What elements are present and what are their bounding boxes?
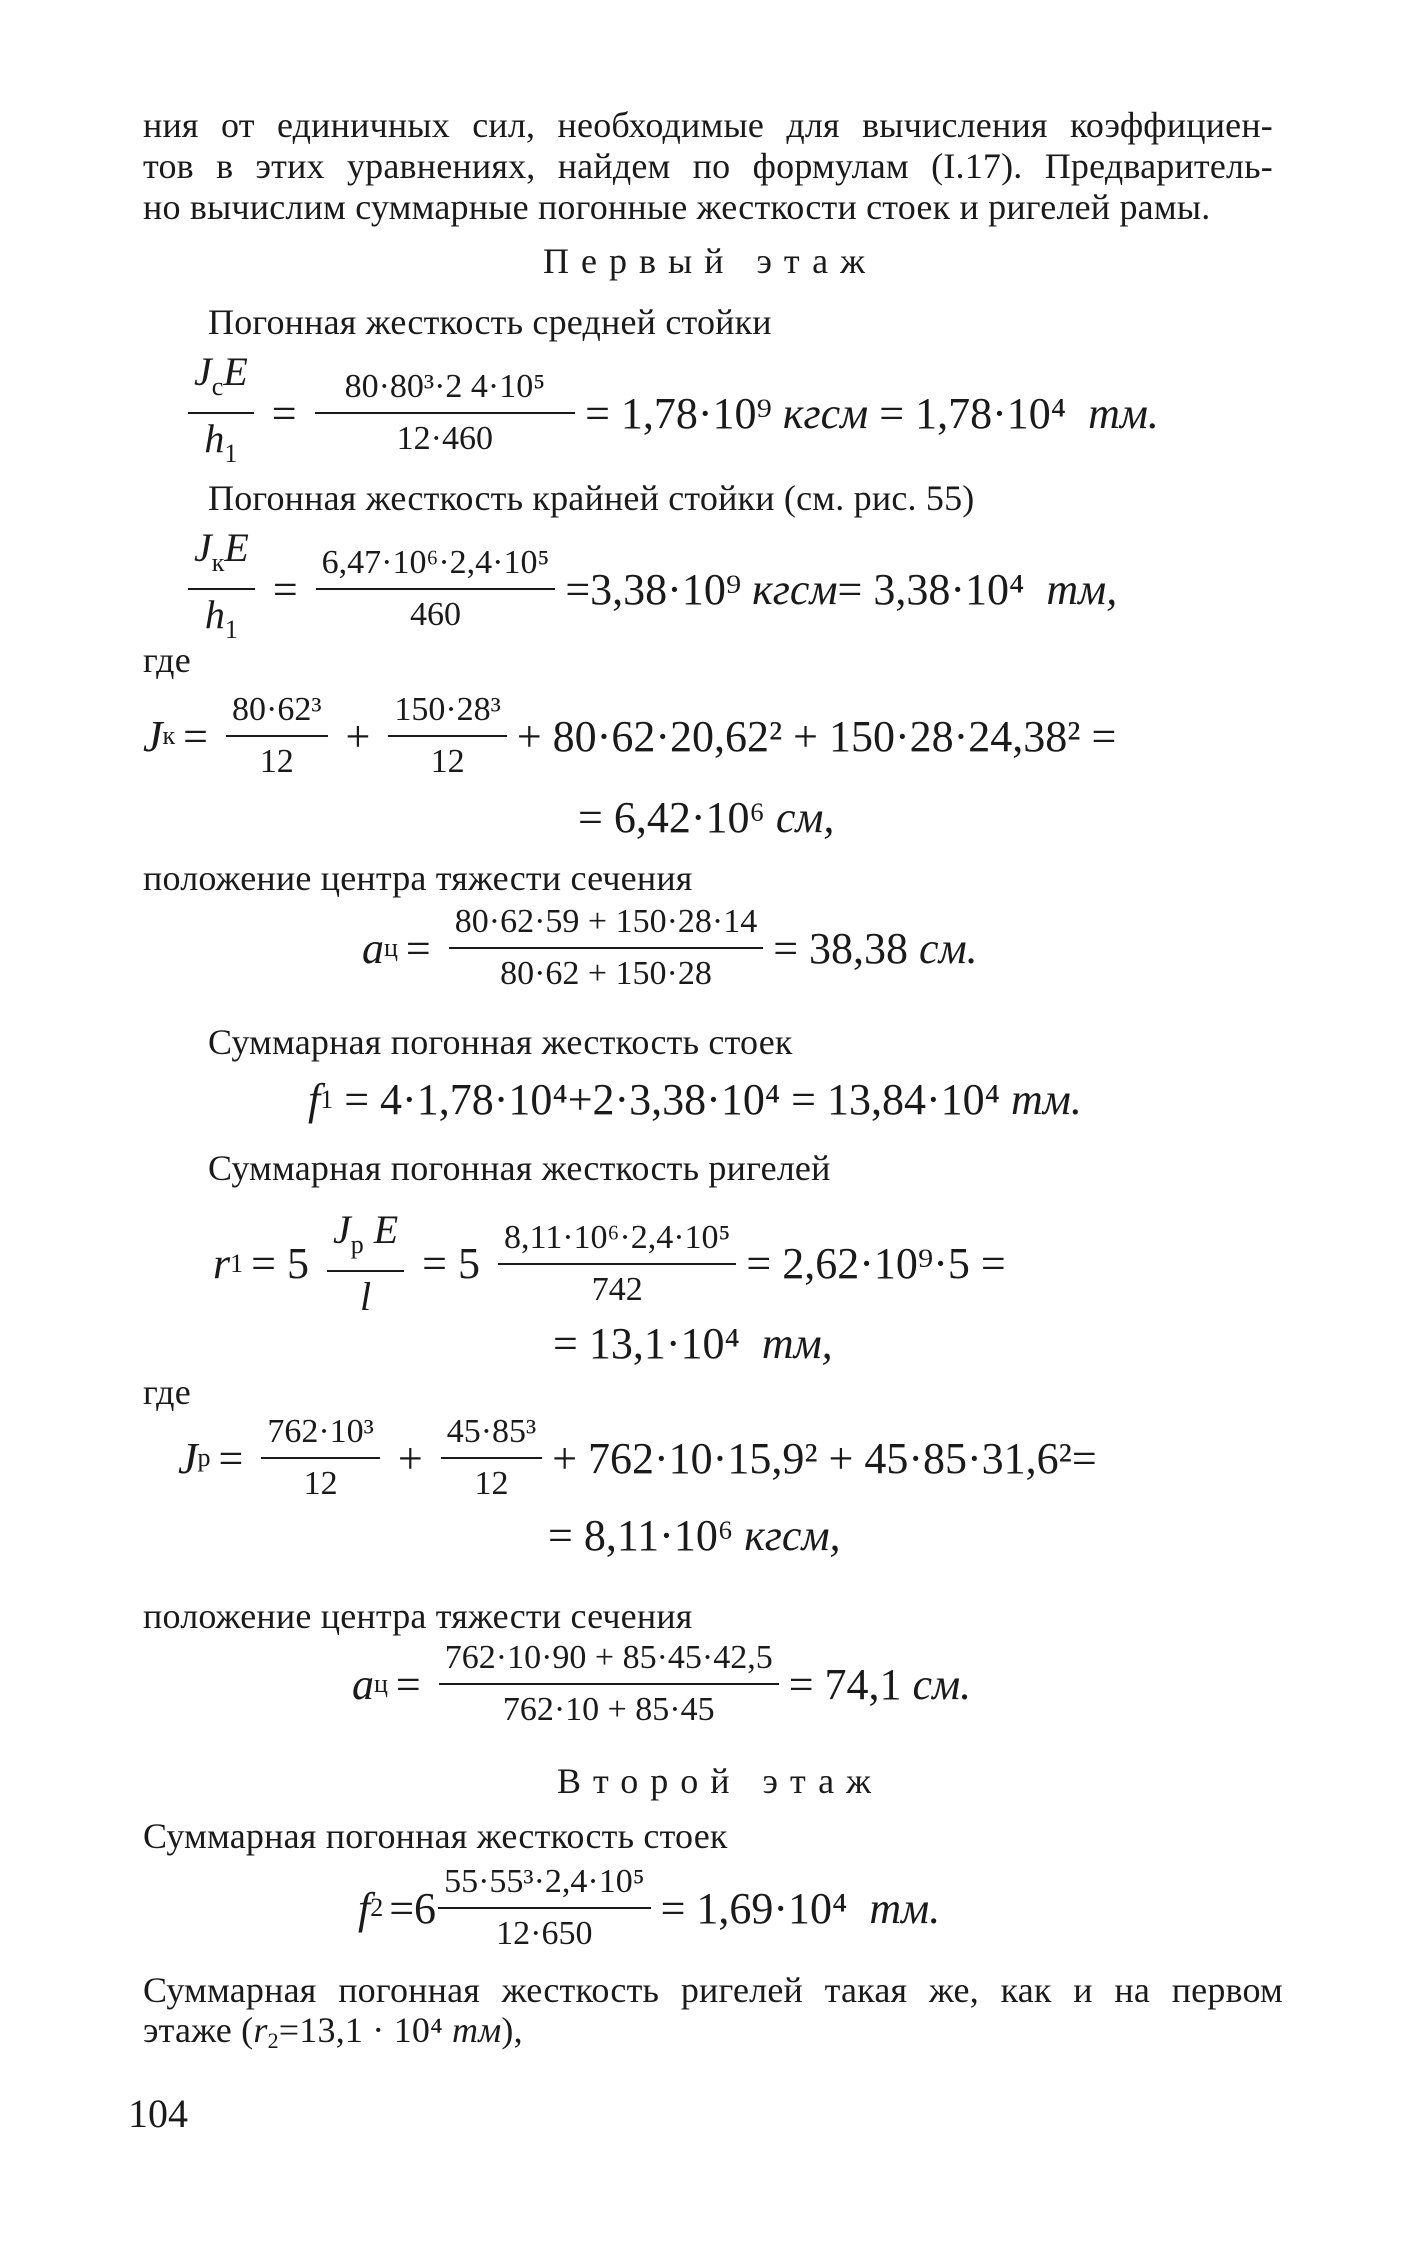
formula-centroid-2: a ц = $\frac{762\cdot 10\cdot 90 + 85\cdot 45\cdot 42,5}{762\cdot 10 + 85\cdot 45}$ = 74,1 см. <box>352 1639 972 1728</box>
jp-fraction-2: $\frac{\text{45·85³}}{12}$ <box>441 1412 543 1504</box>
intro-line-2: тов в этих уравнениях, найдем по формулам (I.17). Предваритель- <box>143 146 1273 186</box>
posts-total-label-2: Суммарная погонная жесткость стоек <box>143 1816 728 1856</box>
centroid-label-1: положение центра тяжести сечения <box>143 858 693 898</box>
formula-edge-post: $\frac{J_кE}{h_1}$ = $\frac{\text{6,47·10⁶·2,4·10⁵}}{460}$ =3,38·10⁹ кгсм = 3,38·10⁴ тм, <box>178 528 1117 650</box>
formula-middle-post: $\frac{J_сE}{h_1}$ = $\frac{\text{80·80³·2 4·10⁵}}{12\cdot 460}$ = 1,78·10⁹ кгсм = 1,78·10⁴ тм. <box>178 352 1159 474</box>
where-label-1: где <box>143 640 191 680</box>
centroid-fraction-2: $\frac{762\cdot 10\cdot 90 + 85\cdot 45\cdot 42,5}{762\cdot 10 + 85\cdot 45}$ <box>439 1638 779 1730</box>
formula-beams-total-1: r 1 = 5 $\frac{J_р E}{l}$ = 5 $\frac{\text{8,11·10⁶·2,4·10⁵}}{742}$ = 2,62·10⁹·5 = <box>213 1207 1006 1319</box>
formula-jp: J р = $\frac{\text{762·10³}}{12}$ + $\frac{\text{45·85³}}{12}$ + 762·10·15,9² + 45·85·31,6²= <box>178 1413 1097 1502</box>
value-fraction: $\frac{\text{6,47·10⁶·2,4·10⁵}}{460}$ <box>316 543 556 635</box>
intro-line-3: но вычислим суммарные погонные жесткости стоек и ригелей рамы. <box>143 187 1211 227</box>
section-heading-first-floor: Первый этаж <box>543 241 877 281</box>
value-fraction: $\frac{\text{80·80³·2 4·10⁵}}{12\cdot 460}$ <box>315 367 576 459</box>
centroid-fraction-1: $\frac{80\cdot 62\cdot 59 + 150\cdot 28\cdot 14}{80\cdot 62 + 150\cdot 28}$ <box>449 902 763 994</box>
jk-fraction-2: $\frac{\text{150·28³}}{12}$ <box>388 690 507 782</box>
formula-jk-result: = 6,42·10⁶ см, <box>578 793 835 842</box>
formula-jk: J к = $\frac{\text{80·62³}}{12}$ + $\frac{\text{150·28³}}{12}$ + 80·62·20,62² + 150·28·24,38² = <box>143 691 1117 780</box>
section-heading-second-floor: Второй этаж <box>556 1761 883 1801</box>
posts-total-label-1: Суммарная погонная жесткость стоек <box>208 1022 793 1062</box>
formula-posts-total-1: f 1 = 4·1,78·10⁴+2·3,38·10⁴ = 13,84·10⁴ тм. <box>308 1075 1082 1124</box>
lhs-fraction: $\frac{J_сE}{h_1}$ <box>188 352 254 474</box>
formula-jp-result: = 8,11·10⁶ кгсм, <box>548 1511 841 1560</box>
closing-line-1: Суммарная погонная жесткость ригелей такая же, как и на первом <box>143 1970 1283 2010</box>
formula-posts-total-2: f 2 =6 $\frac{\text{55·55³·2,4·10⁵}}{12\cdot 650}$ = 1,69·10⁴ тм. <box>358 1863 941 1952</box>
posts-total-2-fraction: $\frac{\text{55·55³·2,4·10⁵}}{12\cdot 650}$ <box>438 1862 651 1954</box>
formula-centroid-1: a ц = $\frac{80\cdot 62\cdot 59 + 150\cdot 28\cdot 14}{80\cdot 62 + 150\cdot 28}$ = 38,38 см. <box>362 903 978 992</box>
page-number: 104 <box>128 2091 188 2136</box>
formula-beams-total-1-result: = 13,1·10⁴ тм, <box>553 1319 833 1368</box>
beams-value-fraction: $\frac{\text{8,11·10⁶·2,4·10⁵}}{742}$ <box>498 1218 736 1310</box>
closing-line-2: этаже ($r_2=13,1 \cdot 10^4$ тм), <box>143 2010 523 2053</box>
beams-total-label-1: Суммарная погонная жесткость ригелей <box>208 1148 831 1188</box>
edge-post-label: Погонная жесткость крайней стойки (см. рис. 55) <box>208 478 975 518</box>
lhs-fraction: $\frac{J_кE}{h_1}$ <box>188 528 255 650</box>
intro-line-1: ния от единичных сил, необходимые для вычисления коэффициен- <box>143 105 1273 145</box>
middle-post-label: Погонная жесткость средней стойки <box>208 302 772 342</box>
jp-fraction-1: $\frac{\text{762·10³}}{12}$ <box>261 1412 380 1504</box>
where-label-2: где <box>143 1372 191 1412</box>
centroid-label-2: положение центра тяжести сечения <box>143 1596 693 1636</box>
jp-e-over-l-fraction: $\frac{J_р E}{l}$ <box>327 1210 404 1317</box>
jk-fraction-1: $\frac{\text{80·62³}}{12}$ <box>226 690 328 782</box>
